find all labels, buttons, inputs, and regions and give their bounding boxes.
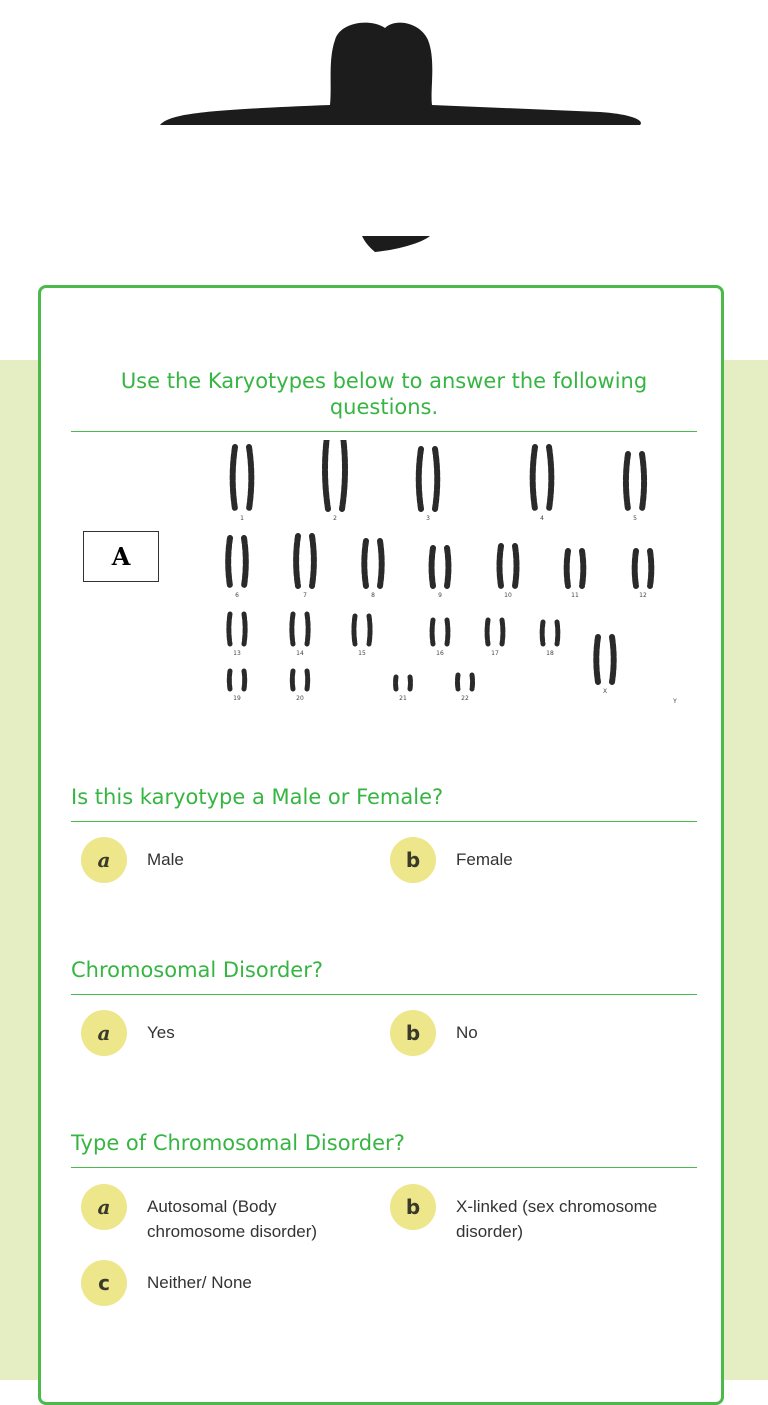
chromosome (472, 675, 473, 689)
chromosome (515, 546, 517, 586)
chromosome (380, 541, 382, 586)
chromosome-number-label: 7 (303, 592, 307, 599)
intro-divider (71, 431, 697, 432)
chromosome (419, 449, 421, 509)
chromosome (244, 671, 245, 689)
chromosome-number-label: 18 (546, 650, 554, 657)
chromosome-pair-14 (292, 614, 308, 657)
option-label: X-linked (sex chromosome disorder) (456, 1184, 686, 1244)
chromosome-number-label: 6 (235, 592, 239, 599)
chromosome (612, 637, 614, 682)
chromosome-number-label: 12 (639, 592, 647, 599)
chromosome (233, 447, 235, 509)
chromosome-pair-8 (364, 541, 381, 599)
option-neither[interactable] (81, 1260, 377, 1306)
question-divider (71, 821, 697, 822)
chromosome-pair-1 (233, 447, 252, 522)
chromosome-number-label: 4 (540, 515, 544, 522)
chromosome-number-label: 11 (571, 592, 579, 599)
chromosome (312, 536, 314, 586)
chromosome-pair-21 (396, 677, 411, 702)
chromosome (432, 548, 433, 586)
karyotype-image (190, 440, 700, 725)
chromosome (364, 541, 366, 586)
question-type-title: Type of Chromosomal Disorder? (71, 1131, 405, 1155)
chromosome-number-label: 22 (461, 695, 469, 702)
chromosome-pair-15 (354, 616, 370, 657)
option-badge: b (390, 1010, 436, 1056)
question-divider (71, 994, 697, 995)
chromosome (582, 551, 583, 586)
chromosome-pair-22 (457, 675, 472, 702)
option-label: Female (456, 837, 686, 872)
chromosome-number-label: 19 (233, 695, 241, 702)
chromosome-pair-6 (228, 538, 246, 599)
chromosome-pair-13 (229, 614, 245, 657)
chromosome-pair-7 (296, 536, 314, 599)
option-no[interactable] (390, 1010, 686, 1056)
chromosome-number-label: 21 (399, 695, 407, 702)
chromosome-pair-12 (635, 551, 652, 599)
chromosome-number-label: 20 (296, 695, 304, 702)
chromosome (557, 622, 558, 644)
chromosome-pair-18 (542, 622, 558, 657)
chromosome-pair-16 (432, 620, 448, 657)
chromosome (229, 614, 230, 644)
chromosome (244, 614, 245, 644)
option-yes[interactable] (81, 1010, 377, 1056)
chromosome (596, 637, 598, 682)
option-label: Yes (147, 1010, 377, 1045)
chromosome (533, 447, 535, 509)
chromosome (447, 548, 448, 586)
option-autosomal[interactable] (81, 1184, 377, 1244)
chromosome-pair-X (596, 637, 613, 695)
chromosome (432, 620, 433, 644)
chromosome-number-label: 9 (438, 592, 442, 599)
option-x-linked[interactable] (390, 1184, 686, 1244)
chromosome-pair-Y (672, 698, 677, 705)
chromosome (229, 671, 230, 689)
chromosome (549, 447, 551, 509)
chromosome (307, 614, 308, 644)
chromosome (635, 551, 636, 586)
chromosome-number-label: 16 (436, 650, 444, 657)
question-divider (71, 1167, 697, 1168)
chromosome-number-label: 3 (426, 515, 430, 522)
chromosome-pair-19 (229, 671, 244, 702)
question-sex-title: Is this karyotype a Male or Female? (71, 785, 443, 809)
option-male[interactable] (81, 837, 377, 883)
option-badge: c (81, 1260, 127, 1306)
option-female[interactable] (390, 837, 686, 883)
chromosome-pair-5 (626, 454, 644, 522)
chromosome (292, 671, 293, 689)
option-label: Autosomal (Body chromosome disorder) (147, 1184, 377, 1244)
intro-text: Use the Karyotypes below to answer the following questions. (70, 368, 698, 420)
chromosome (542, 622, 543, 644)
chromosome-number-label: 2 (333, 515, 337, 522)
chromosome (325, 440, 328, 509)
chromosome (228, 538, 230, 586)
chromosome (354, 616, 355, 644)
chromosome-number-label: 10 (504, 592, 512, 599)
chromosome-pair-17 (487, 620, 503, 657)
chromosome-number-label: 13 (233, 650, 241, 657)
chromosome-number-label: 8 (371, 592, 375, 599)
chromosome (457, 675, 458, 689)
option-badge: a (81, 837, 127, 883)
chromosome-pair-20 (292, 671, 307, 702)
option-label: No (456, 1010, 686, 1045)
chromosome (342, 440, 345, 509)
chromosome (369, 616, 370, 644)
chromosome (249, 447, 251, 509)
chromosome (244, 538, 246, 586)
chromosome (292, 614, 293, 644)
question-disorder-title: Chromosomal Disorder? (71, 958, 323, 982)
option-badge: b (390, 1184, 436, 1230)
option-label: Neither/ None (147, 1260, 377, 1295)
chromosome-pair-4 (533, 447, 552, 522)
chromosome (307, 671, 308, 689)
chromosome-number-label: 14 (296, 650, 304, 657)
chromosome (447, 620, 448, 644)
chromosome-pair-3 (419, 449, 438, 522)
option-badge: a (81, 1010, 127, 1056)
hat-silhouette-image (0, 0, 768, 270)
chromosome (487, 620, 488, 644)
chromosome (642, 454, 644, 509)
chromosome-number-label: 1 (240, 515, 244, 522)
option-label: Male (147, 837, 377, 872)
option-badge: b (390, 837, 436, 883)
chromosome (435, 449, 437, 509)
chromosome-pair-2 (325, 440, 345, 522)
chromosome (650, 551, 651, 586)
chromosome-number-label: 15 (358, 650, 366, 657)
chromosome (296, 536, 298, 586)
chromosome (626, 454, 628, 509)
chromosome-number-label: X (603, 688, 607, 695)
chromosome (502, 620, 503, 644)
option-badge: a (81, 1184, 127, 1230)
chromosome-number-label: Y (672, 698, 677, 705)
chromosome-pair-9 (432, 548, 449, 599)
chromosome-number-label: 5 (633, 515, 637, 522)
karyotype-label: A (83, 531, 159, 582)
chromosome-pair-11 (567, 551, 584, 599)
chromosome-number-label: 17 (491, 650, 499, 657)
chromosome (567, 551, 568, 586)
chromosome (500, 546, 502, 586)
chromosome-pair-10 (500, 546, 517, 599)
